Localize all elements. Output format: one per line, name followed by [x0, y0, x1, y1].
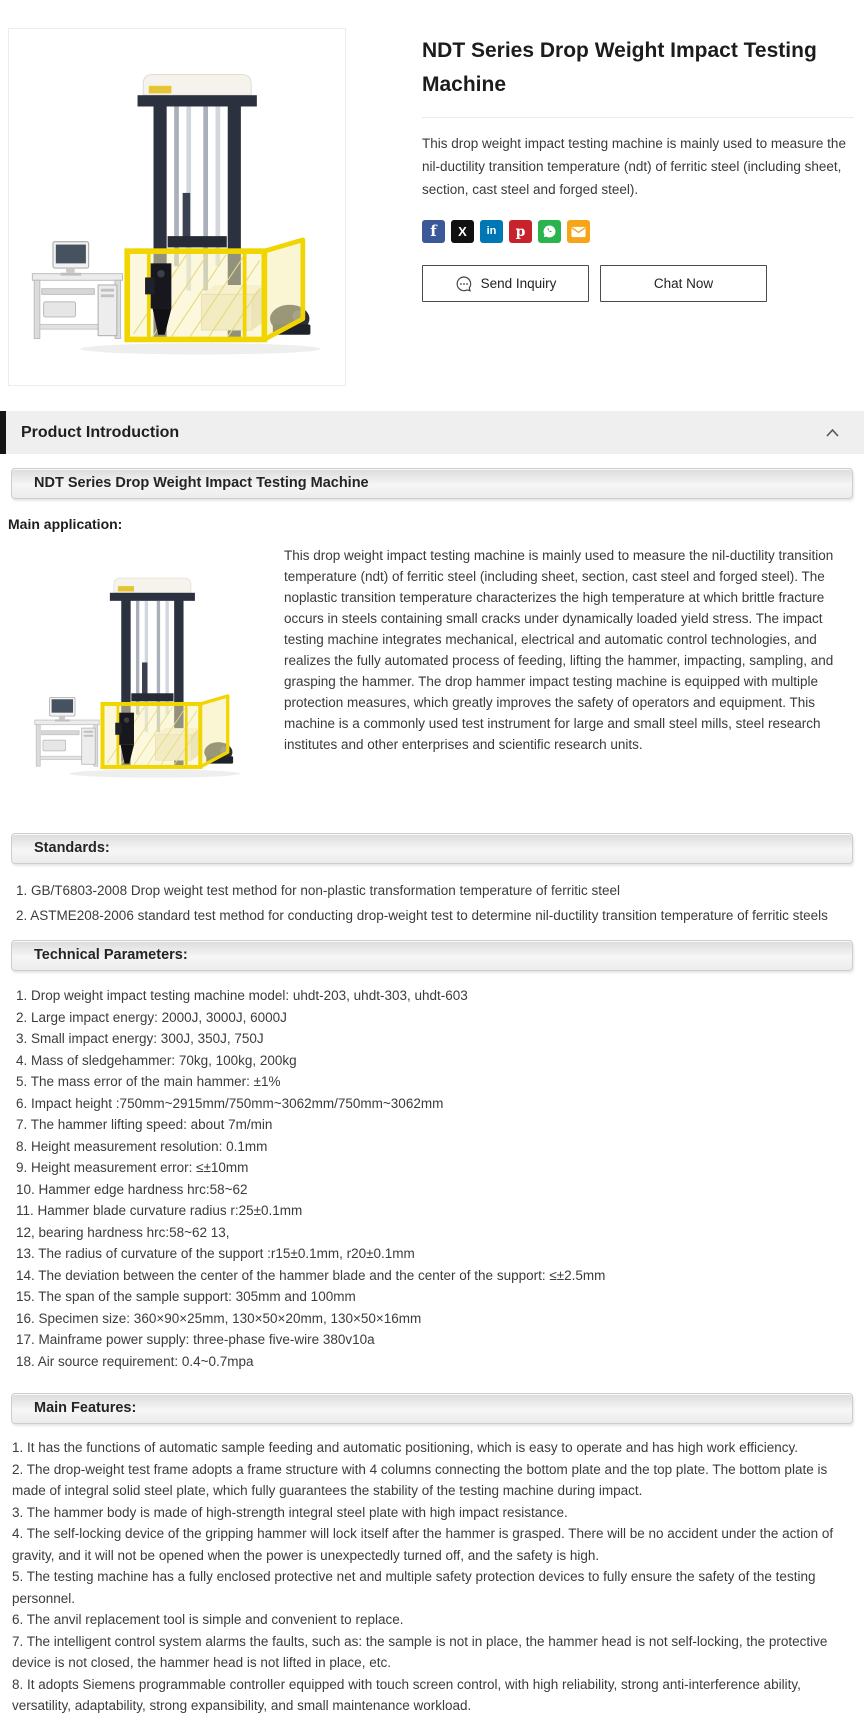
- technical-parameter-item: 17. Mainframe power supply: three-phase five-wire 380v10a: [16, 1332, 375, 1347]
- sub-header: NDT Series Drop Weight Impact Testing Machine: [11, 468, 853, 499]
- technical-parameter-item: 15. The span of the sample support: 305mm and 100mm: [16, 1289, 356, 1304]
- main-feature-item: 6. The anvil replacement tool is simple and convenient to replace.: [12, 1612, 404, 1627]
- main-features-list: [12, 1437, 848, 1717]
- technical-parameter-item: 13. The radius of curvature of the support :r15±0.1mm, r20±0.1mm: [16, 1246, 415, 1261]
- machine-illustration-small: [24, 562, 252, 783]
- main-feature-item: 4. The self-locking device of the gripping hammer will lock itself after the hammer is grasped. There will be no accident under the action of gravity, and it will not be opened when the power is unexpectedly turned off, and the safety is high.: [12, 1526, 834, 1563]
- chat-bubble-icon: [455, 275, 473, 293]
- application-section: [0, 532, 864, 783]
- standards-item: 1. GB/T6803-2008 Drop weight test method for non-plastic transformation temperature of ferritic steel: [16, 883, 621, 898]
- linkedin-share-icon[interactable]: [480, 220, 503, 243]
- main-feature-item: 3. The hammer body is made of high-strength integral steel plate with high impact resistance.: [12, 1504, 568, 1520]
- machine-illustration: [17, 52, 337, 362]
- technical-parameter-item: 18. Air source requirement: 0.4~0.7mpa: [16, 1353, 254, 1369]
- whatsapp-icon: [542, 224, 557, 239]
- section-title: Product Introduction: [21, 423, 180, 441]
- send-inquiry-label: Send Inquiry: [480, 276, 557, 291]
- send-inquiry-button[interactable]: [422, 265, 589, 302]
- application-image: [0, 532, 276, 783]
- main-features-header: Main Features:: [11, 1393, 853, 1424]
- technical-parameter-item: 9. Height measurement error: ≤±10mm: [16, 1160, 249, 1175]
- chevron-up-icon[interactable]: [825, 428, 840, 438]
- product-info: [422, 28, 854, 386]
- title-divider: [422, 117, 854, 118]
- standards-item: 2. ASTME208-2006 standard test method for conducting drop-weight test to determine nil-ductility transition temperature of ferritic steels: [16, 908, 828, 923]
- technical-parameter-item: 6. Impact height :750mm~2915mm/750mm~3062mm/750mm~3062mm: [16, 1095, 444, 1111]
- main-application-label: Main application:: [8, 516, 123, 532]
- technical-parameter-item: 3. Small impact energy: 300J, 350J, 750J: [16, 1031, 264, 1046]
- action-buttons: [422, 265, 854, 302]
- technical-parameter-item: 10. Hammer edge hardness hrc:58~62: [16, 1181, 248, 1197]
- main-feature-item: 1. It has the functions of automatic sample feeding and automatic positioning, which is easy to operate and has high work efficiency.: [12, 1440, 798, 1455]
- section-product-introduction[interactable]: [0, 411, 864, 454]
- social-share-bar: [422, 220, 854, 243]
- technical-parameter-item: 11. Hammer blade curvature radius r:25±0.1mm: [16, 1203, 303, 1218]
- facebook-share-icon[interactable]: [422, 220, 445, 243]
- technical-parameter-item: 4. Mass of sledgehammer: 70kg, 100kg, 200kg: [16, 1052, 297, 1068]
- page-title: NDT Series Drop Weight Impact Testing Machine: [422, 39, 817, 96]
- technical-parameters-header: Technical Parameters:: [11, 940, 853, 971]
- chat-now-label: Chat Now: [653, 276, 714, 291]
- product-summary: This drop weight impact testing machine is mainly used to measure the nil-ductility transition temperature (ndt) of ferritic steel (including sheet, section, cast steel and forged steel).: [422, 136, 846, 197]
- standards-list: [16, 878, 848, 928]
- technical-parameter-item: 7. The hammer lifting speed: about 7m/min: [16, 1117, 273, 1132]
- technical-parameter-item: 5. The mass error of the main hammer: ±1%: [16, 1074, 281, 1089]
- technical-parameter-item: 16. Specimen size: 360×90×25mm, 130×50×20mm, 130×50×16mm: [16, 1310, 422, 1326]
- technical-parameter-item: 14. The deviation between the center of the hammer blade and the center of the support: ≤±2.5mm: [16, 1267, 606, 1283]
- standards-header: Standards:: [11, 833, 853, 864]
- whatsapp-share-icon[interactable]: [538, 220, 561, 243]
- main-feature-item: 5. The testing machine has a fully enclosed protective net and multiple safety protection devices to fully ensure the safety of the testing personnel.: [12, 1569, 816, 1606]
- application-text: This drop weight impact testing machine is mainly used to measure the nil-ductility transition temperature (ndt) of ferritic steel (including sheet, section, cast steel and forged steel). The noplastic transition temperature characterizes the high temperature at which brittle fracture occurs in steels containing small cracks under dynamically loaded yield stress. The impact testing machine integrates mechanical, electrical and automatic control technologies, and realizes the fully automated process of feeding, lifting the hammer, impacting, sampling, and grasping the hammer. The drop hammer impact testing machine is equipped with multiple protection measures, which greatly improves the safety of operators and equipment. This machine is a commonly used test instrument for large and small steel mills, steel research institutes and other enterprises and scientific research units.: [284, 548, 834, 752]
- product-overview: [0, 0, 864, 386]
- x-twitter-share-icon[interactable]: [451, 220, 474, 243]
- product-image[interactable]: [8, 28, 346, 386]
- technical-parameter-item: 12, bearing hardness hrc:58~62 13,: [16, 1224, 230, 1240]
- main-feature-item: 2. The drop-weight test frame adopts a frame structure with 4 columns connecting the bottom plate and the top plate. The bottom plate is made of integral solid steel plate, which fully guarantees the stability of the testing machine during impact.: [12, 1461, 828, 1498]
- main-feature-item: 8. It adopts Siemens programmable controller equipped with touch screen control, with high reliability, strong anti-interference ability, versatility, adaptability, strong expansibility, and small maintenance workload.: [12, 1676, 801, 1713]
- envelope-icon: [571, 226, 586, 238]
- pinterest-share-icon[interactable]: [509, 220, 532, 243]
- chat-now-button[interactable]: [600, 265, 767, 302]
- technical-parameter-item: 1. Drop weight impact testing machine model: uhdt-203, uhdt-303, uhdt-603: [16, 988, 468, 1003]
- email-share-icon[interactable]: [567, 220, 590, 243]
- technical-parameter-item: 8. Height measurement resolution: 0.1mm: [16, 1138, 268, 1154]
- technical-parameter-item: 2. Large impact energy: 2000J, 3000J, 6000J: [16, 1009, 287, 1025]
- main-feature-item: 7. The intelligent control system alarms the faults, such as: the sample is not in place, the hammer head is not self-locking, the protective device is not closed, the hammer head is not lifted in place, etc.: [12, 1633, 828, 1670]
- technical-parameters-list: [16, 985, 848, 1372]
